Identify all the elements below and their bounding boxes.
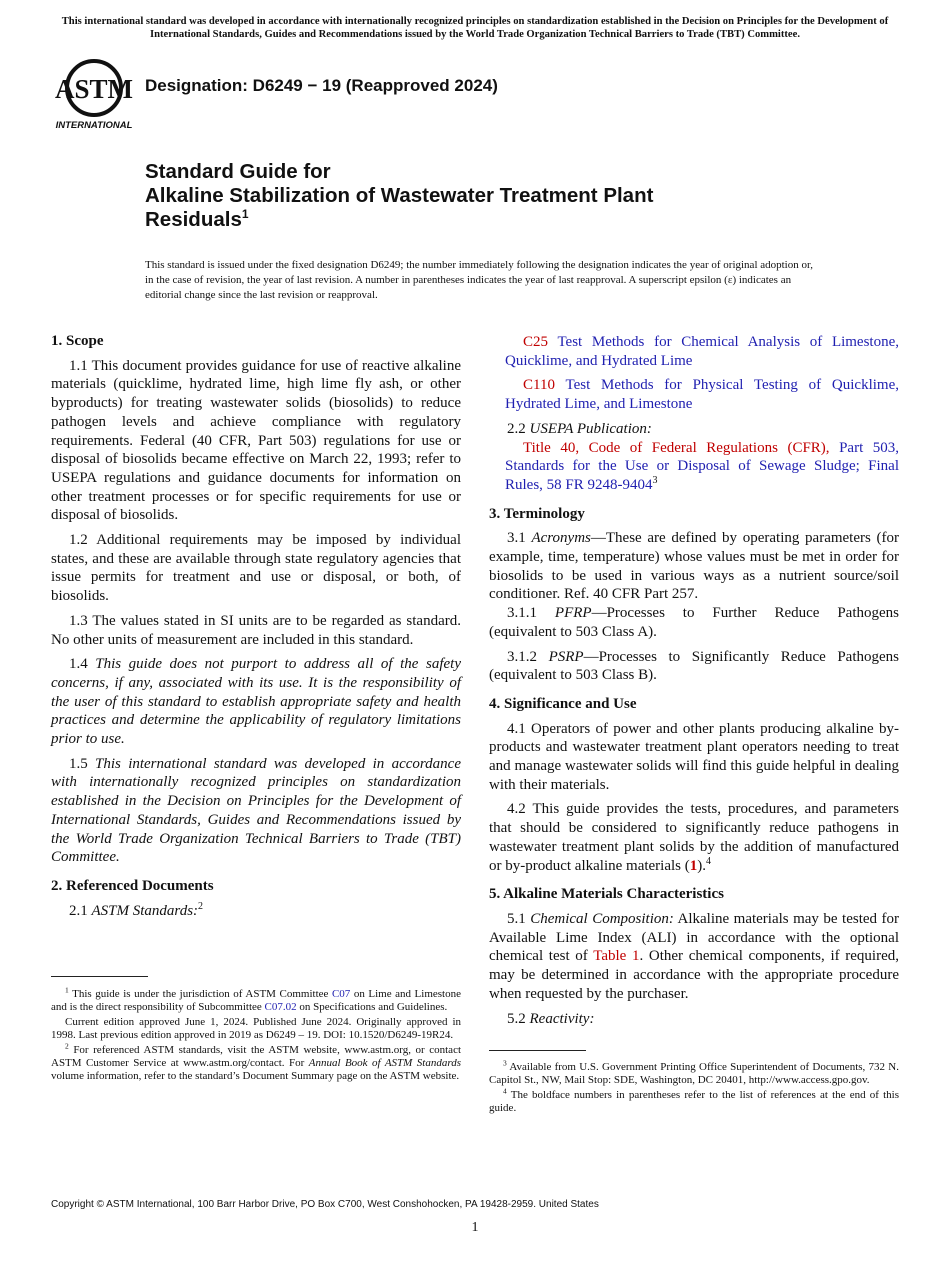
section-4-heading: 4. Significance and Use	[489, 695, 637, 712]
left-footnotes	[51, 985, 462, 1085]
ref-c25[interactable]: C25 Test Methods for Chemical Analysis of Limestone, Quicklime, and Hydrated Lime	[505, 334, 900, 369]
section-1-heading: 1. Scope	[51, 333, 104, 349]
committee-c07-link[interactable]: C07	[331, 988, 351, 1000]
astm-logo	[52, 57, 136, 131]
para-3-1-1: 3.1.1 PFRP—Processes to Further Reduce Pathogens (equivalent to 503 Class A).	[489, 605, 900, 640]
para-4-2: 4.2 This guide provides the tests, procedures, and parameters that should be considered to significantly reduce pathogens in wastewater treatment plant solids by the addition of manufactured or by-product alkaline materials (1).$^4$	[489, 801, 899, 874]
title-line-2: Alkaline Stabilization of Wastewater Treatment Plant	[145, 184, 654, 207]
logo-caption: INTERNATIONAL	[55, 120, 133, 131]
page-number: 1	[471, 1220, 479, 1235]
copyright-line: Copyright © ASTM International, 100 Barr Harbor Drive, PO Box C700, West Conshohocken, PA 19428-2959. United States	[51, 1199, 599, 1210]
right-column	[489, 333, 899, 1034]
table-1-link[interactable]: Table 1	[593, 948, 640, 965]
left-column	[51, 332, 461, 926]
footnote-1: $^1$ This guide is under the jurisdiction of ASTM Committee C07 on Lime and Limestone and is the direct responsibility of Subcommittee C07.02 on Specifications and Guidelines.	[51, 985, 461, 1014]
para-5-2: 5.2 Reactivity:	[507, 1010, 595, 1027]
ref-cfr[interactable]: Title 40, Code of Federal Regulations (CFR), Part 503, Standards for the Use or Disposal of Sewage Sludge; Final Rules, 58 FR 9248-9404$^3$	[505, 439, 900, 493]
footnote-3: $^3$ Available from U.S. Government Printing Office Superintendent of Documents, 732 N. Capitol St., NW, Mail Stop: SDE, Washington, DC 20401, http://www.access.gpo.gov.	[489, 1058, 899, 1087]
section-5-heading: 5. Alkaline Materials Characteristics	[489, 886, 724, 903]
title-footnote-mark: 1	[241, 207, 249, 221]
designation: Designation: D6249 − 19 (Reapproved 2024)	[145, 76, 498, 95]
left-footnote-rule	[51, 976, 148, 977]
footnote-4: $^4$ The boldface numbers in parentheses refer to the list of references at the end of this guide.	[489, 1086, 899, 1115]
para-1-3: 1.3 The values stated in SI units are to be regarded as standard. No other units of measurement are included in this standard.	[51, 612, 461, 648]
section-3-heading: 3. Terminology	[489, 505, 585, 522]
subcommittee-c07-02-link[interactable]: C07.02	[264, 1001, 297, 1014]
section-2-heading: 2. Referenced Documents	[51, 877, 214, 894]
footnote-2: $^2$ For referenced ASTM standards, visit the ASTM website, www.astm.org, or contact ASTM Customer Service at www.astm.org/contact. For Annual Book of ASTM Standards volume information, refer to the standard’s Document Summary page on the ASTM website.	[51, 1040, 462, 1083]
title-line-1: Standard Guide for	[145, 160, 331, 183]
document-title	[145, 160, 845, 232]
para-3-1: 3.1 Acronyms—These are defined by operating parameters (for example, time, temperature) whose values must be met in order for biosolids to be used in various ways as a nutrient source/soil conditioner. Ref. 40 CFR Part 257.	[489, 530, 900, 603]
logo-wordmark: ASTM	[54, 74, 134, 104]
para-1-4: 1.4 This guide does not purport to address all of the safety concerns, if any, associated with its use. It is the responsibility of the user of this standard to establish appropriate safety and health practices and determine the applicability of regulatory limitations prior to use.	[51, 656, 461, 748]
title-line-3: Residuals$^1$	[145, 207, 249, 231]
issued-note: This standard is issued under the fixed designation D6249; the number immediately following the designation indicates the year of original adoption or, in the case of revision, the year of last revision. A number in parentheses indicates the year of last reapproval. A superscript epsilon (ε) indicates an editorial change since the last revision or reapproval.	[145, 259, 813, 301]
para-1-2: 1.2 Additional requirements may be imposed by individual states, and these are available through state regulatory agencies that issue permits for treatment and use or disposal, or both, of biosolids.	[51, 532, 461, 605]
wto-notice: This international standard was developed in accordance with internationally recognized principles on standardization established in the Decision on Principles for the Development of International Standards, Guides and Recommendations issued by the World Trade Organization Technical Barriers to Trade (TBT) Committee.	[61, 16, 889, 40]
para-2-2: 2.2 USEPA Publication:	[507, 420, 652, 437]
para-4-1: 4.1 Operators of power and other plants producing alkaline by-products and wastewater treatment plant operators needing to treat and manage wastewater solids will find this guide helpful in dealing with their materials.	[489, 720, 899, 793]
para-1-5: 1.5 This international standard was developed in accordance with internationally recognized principles on standardization established in the Decision on Principles for the Development of International Standards, Guides and Recommendations issued by the World Trade Organization Technical Barriers to Trade (TBT) Committee.	[51, 755, 461, 866]
right-footnote-rule	[489, 1050, 586, 1051]
ref-c110[interactable]: C110 Test Methods for Physical Testing of Quicklime, Hydrated Lime, and Limestone	[505, 377, 899, 413]
para-5-1: 5.1 Chemical Composition: Alkaline materials may be tested for Available Lime Index (ALI) in accordance with the optional chemical test of Table 1. Other chemical components, if required, may be determined in accordance with the appropriate procedure when requested by the purchaser.	[489, 910, 899, 1002]
edition-note: Current edition approved June 1, 2024. Published June 2024. Originally approved in 1998. Last previous edition approved in 2019 as D6249 – 19. DOI: 10.1520/D6249-19R24.	[51, 1015, 461, 1042]
para-1-1: 1.1 This document provides guidance for use of reactive alkaline materials (quicklime, hydrated lime, high lime fly ash, or other byproducts) for treating wastewater solids (biosolids) to reduce pathogen levels and achieve compliance with regulatory requirements. Federal (40 CFR, Part 503) regulations for use or disposal of biosolids became effective on March 22, 1993; refer to USEPA regulations and guidance documents for information on other treatment processes or for specific requirements for use or disposal of biosolids.	[51, 357, 461, 524]
reference-1-link[interactable]: 1	[689, 857, 698, 874]
para-3-1-2: 3.1.2 PSRP—Processes to Significantly Reduce Pathogens (equivalent to 503 Class B).	[489, 648, 899, 684]
right-footnotes	[489, 1058, 899, 1117]
para-2-1: 2.1 ASTM Standards:$^2$	[69, 900, 204, 919]
